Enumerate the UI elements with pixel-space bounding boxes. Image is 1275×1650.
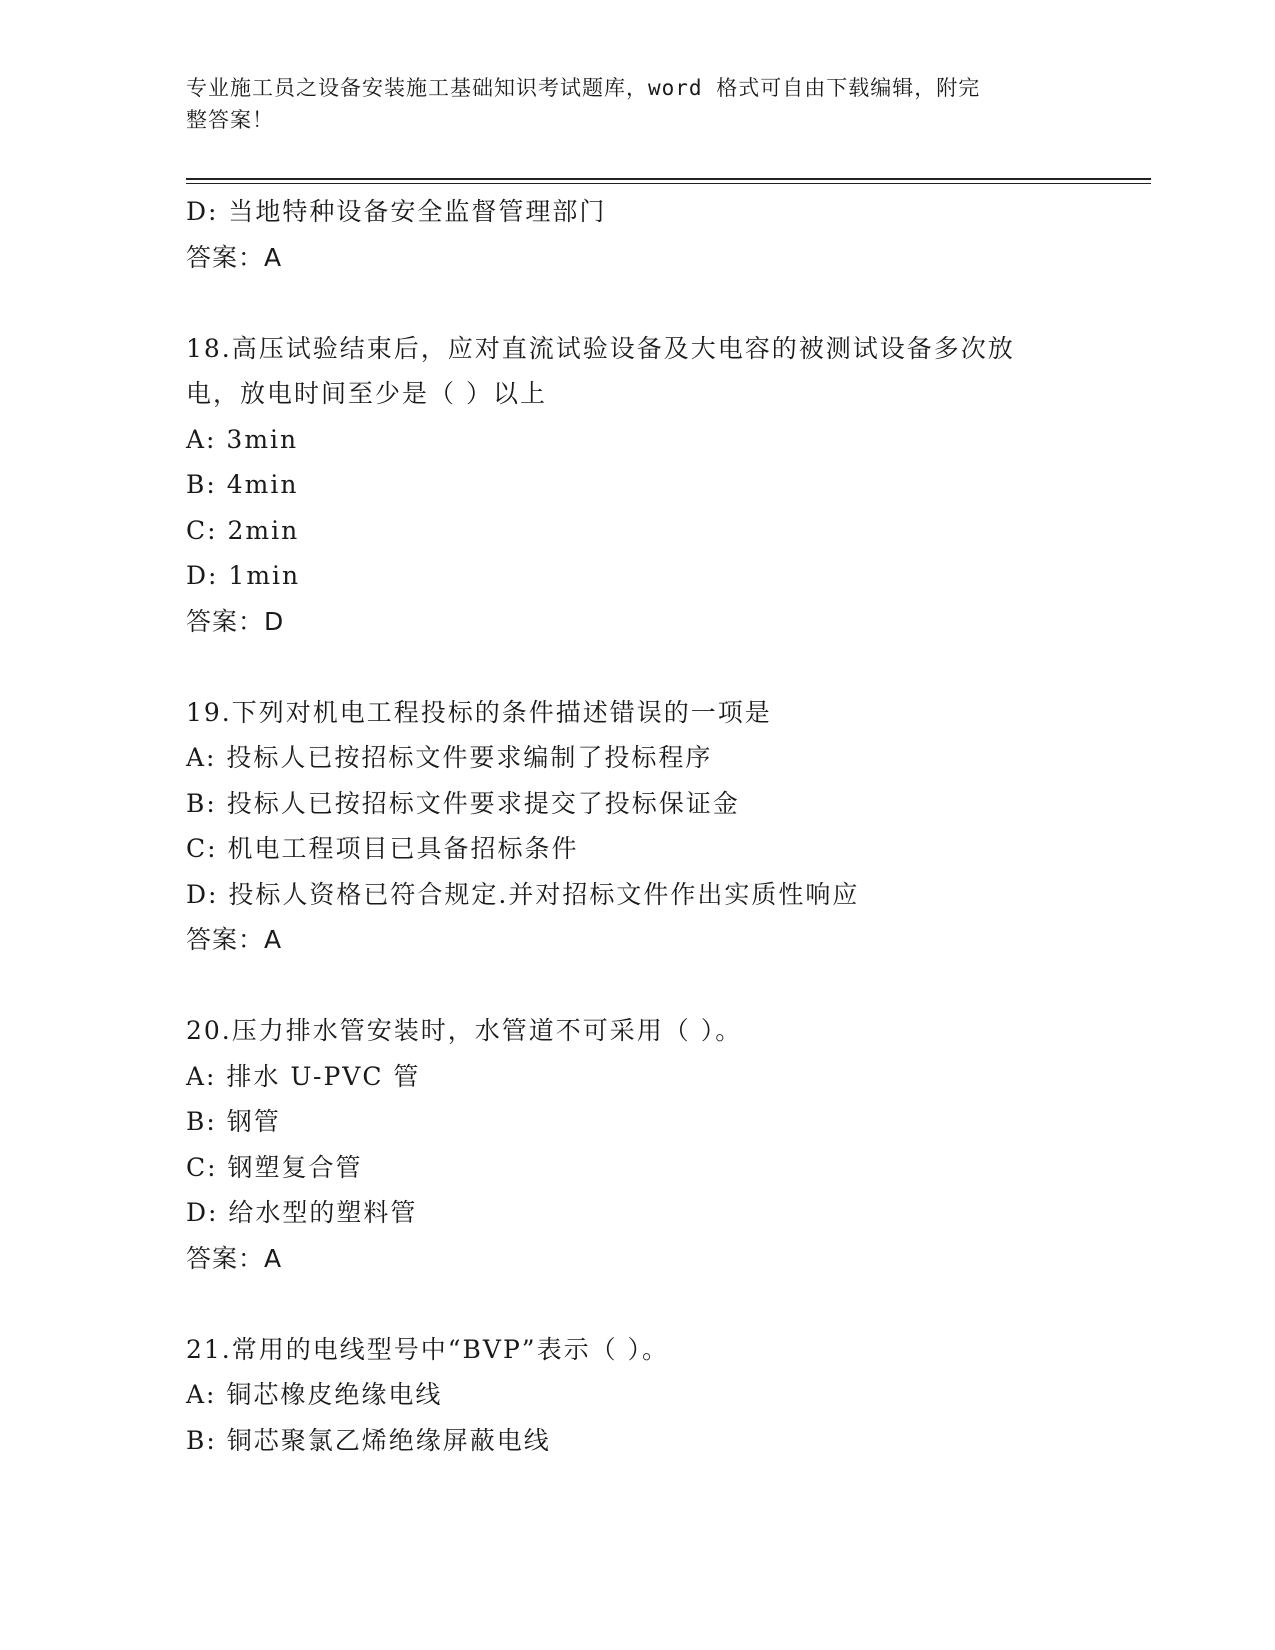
question-stem: 18.高压试验结束后，应对直流试验设备及大电容的被测试设备多次放 bbox=[186, 333, 1015, 363]
option-a: A: 投标人已按招标文件要求编制了投标程序 bbox=[186, 743, 713, 772]
header-line-2: 整答案！ bbox=[186, 108, 274, 132]
answer: 答案：A bbox=[186, 1243, 283, 1273]
option-b: B: 4min bbox=[186, 470, 299, 499]
spacer bbox=[186, 963, 1086, 1009]
option-d: D: 投标人资格已符合规定.并对招标文件作出实质性响应 bbox=[186, 879, 860, 909]
question-stem-continued: 电，放电时间至少是（ ）以上 bbox=[186, 379, 547, 408]
answer: 答案：A bbox=[186, 242, 283, 272]
option-a: A: 铜芯橡皮绝缘电线 bbox=[186, 1380, 443, 1409]
header-divider-thick bbox=[186, 178, 1151, 180]
option-b: B: 投标人已按招标文件要求提交了投标保证金 bbox=[186, 788, 740, 818]
option-b: B: 钢管 bbox=[186, 1107, 281, 1136]
question-list bbox=[186, 189, 1086, 1463]
option-d: D: 给水型的塑料管 bbox=[186, 1198, 418, 1227]
option-d: D: 当地特种设备安全监督管理部门 bbox=[186, 197, 607, 226]
option-a: A: 排水 U-PVC 管 bbox=[186, 1061, 421, 1091]
option-c: C: 2min bbox=[186, 515, 300, 545]
question-stem: 20.压力排水管安装时，水管道不可采用（ ）。 bbox=[186, 1016, 743, 1045]
document-header bbox=[186, 72, 1066, 136]
question-19 bbox=[186, 690, 1086, 963]
answer: 答案：A bbox=[186, 925, 283, 954]
question-17-tail bbox=[186, 189, 1086, 280]
question-stem: 19.下列对机电工程投标的条件描述错误的一项是 bbox=[186, 697, 772, 727]
spacer bbox=[186, 644, 1086, 690]
spacer bbox=[186, 280, 1086, 326]
question-20 bbox=[186, 1008, 1086, 1281]
header-divider-thin bbox=[186, 183, 1151, 184]
spacer bbox=[186, 1281, 1086, 1327]
option-a: A: 3min bbox=[186, 424, 299, 454]
option-b: B: 铜芯聚氯乙烯绝缘屏蔽电线 bbox=[186, 1425, 551, 1455]
option-c: C: 机电工程项目已具备招标条件 bbox=[186, 834, 579, 863]
header-line-1: 专业施工员之设备安装施工基础知识考试题库，word 格式可自由下载编辑，附完 bbox=[186, 76, 981, 100]
question-stem: 21.常用的电线型号中“BVP”表示（ ）。 bbox=[186, 1334, 670, 1364]
option-d: D: 1min bbox=[186, 561, 301, 590]
question-18 bbox=[186, 326, 1086, 645]
answer: 答案：D bbox=[186, 606, 285, 636]
question-21 bbox=[186, 1327, 1086, 1464]
option-c: C: 钢塑复合管 bbox=[186, 1152, 363, 1182]
